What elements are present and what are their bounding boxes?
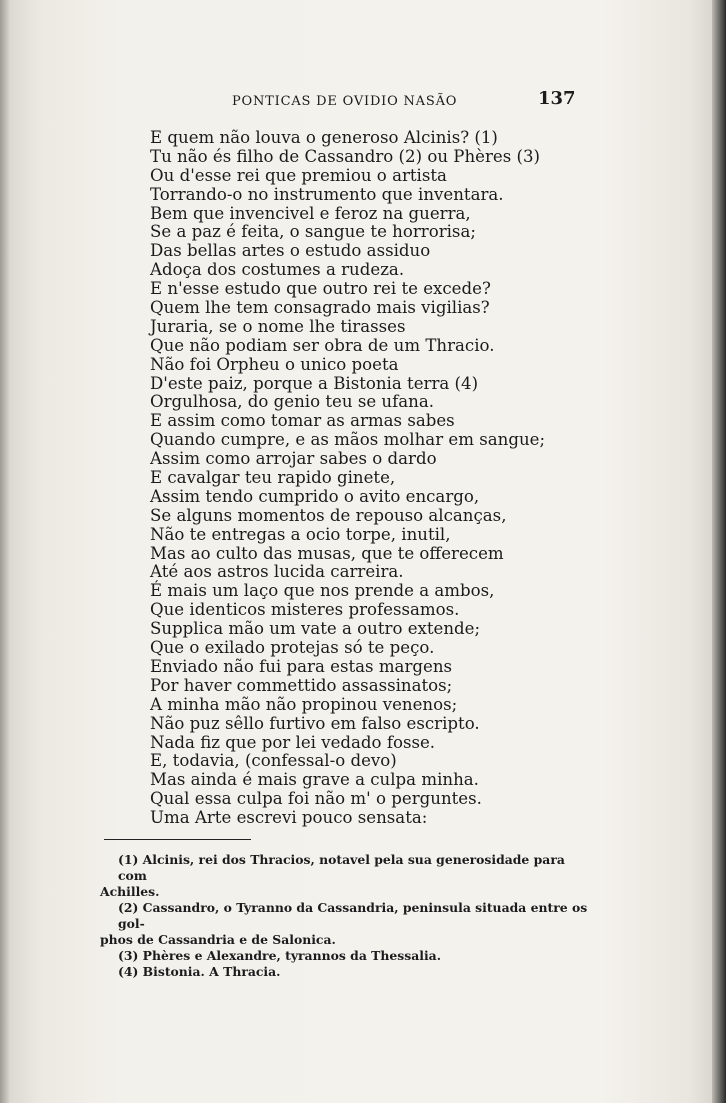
poem-line: Qual essa culpa foi não m' o perguntes.: [150, 789, 482, 809]
poem-line: Quando cumpre, e as mãos molhar em sangue;: [150, 430, 546, 450]
footnote: [100, 964, 590, 980]
poem-line: D'este paiz, porque a Bistonia terra (4): [150, 373, 479, 393]
poem-line: Mas ao culto das musas, que te offerecem: [150, 543, 504, 563]
poem-line: Não puz sêllo furtivo em falso escripto.: [150, 713, 480, 733]
poem-line: Tu não és filho de Cassandro (2) ou Phères (3): [150, 146, 541, 166]
poem-line: Nada fiz que por lei vedado fosse.: [150, 732, 436, 752]
poem-line: Se a paz é feita, o sangue te horrorisa;: [150, 222, 476, 242]
poem-line: Até aos astros lucida carreira.: [150, 562, 404, 582]
poem-line: Que o exilado protejas só te peço.: [150, 638, 435, 658]
poem-line: Enviado não fui para estas margens: [150, 656, 453, 676]
footnote-text: (1) Alcinis, rei dos Thracios, notavel pela sua generosidade para com: [118, 852, 565, 883]
poem-line: Das bellas artes o estudo assiduo: [150, 241, 431, 261]
poem-line: E quem não louva o generoso Alcinis? (1): [150, 128, 498, 147]
poem-line: Não foi Orpheu o unico poeta: [150, 354, 399, 374]
footnote-text: (4) Bistonia. A Thracia.: [118, 964, 281, 979]
poem-line: Não te entregas a ocio torpe, inutil,: [150, 524, 451, 544]
footnote-text: (2) Cassandro, o Tyranno da Cassandria, peninsula situada entre os gol-: [118, 900, 588, 931]
poem-line: Quem lhe tem consagrado mais vigilias?: [150, 298, 490, 318]
page-left-shadow: [0, 0, 10, 1103]
poem-line: Adoça dos costumes a rudeza.: [150, 260, 405, 280]
poem-line: Torrando-o no instrumento que inventara.: [150, 184, 504, 204]
poem-line: Supplica mão um vate a outro extende;: [150, 619, 481, 639]
poem-line: Uma Arte escrevi pouco sensata:: [150, 808, 428, 828]
poem-line: E cavalgar teu rapido ginete,: [150, 468, 396, 488]
footnote-continuation: phos de Cassandria e de Salonica.: [100, 932, 336, 947]
poem-line: Se alguns momentos de repouso alcanças,: [150, 505, 507, 525]
footnote: [100, 852, 590, 900]
poem-line: E n'esse estudo que outro rei te excede?: [150, 279, 491, 299]
footnote-text: (3) Phères e Alexandre, tyrannos da Thessalia.: [118, 948, 442, 963]
poem-line: A minha mão não propinou venenos;: [150, 694, 458, 714]
poem-line: Bem que invencivel e feroz na guerra,: [150, 203, 471, 223]
page-number: 137: [538, 88, 576, 109]
poem-line: Juraria, se o nome lhe tirasses: [150, 316, 406, 336]
running-title: PONTICAS DE OVIDIO NASÃO: [232, 94, 458, 109]
footnote: [100, 948, 590, 964]
footnote: [100, 900, 590, 948]
poem-line: Orgulhosa, do genio teu se ufana.: [150, 392, 435, 412]
poem-line: E assim como tomar as armas sabes: [150, 411, 455, 431]
poem-line: Ou d'esse rei que premiou o artista: [150, 165, 447, 185]
footnote-rule: [104, 839, 251, 840]
poem-line: Que identicos misteres professamos.: [150, 600, 460, 620]
poem-line: E, todavia, (confessal-o devo): [150, 751, 397, 771]
footnotes: [100, 852, 590, 980]
poem-line: Que não podiam ser obra de um Thracio.: [150, 335, 495, 355]
poem-line: Mas ainda é mais grave a culpa minha.: [150, 770, 479, 790]
poem-line: É mais um laço que nos prende a ambos,: [150, 581, 495, 601]
page-right-shadow: [712, 0, 726, 1103]
footnote-continuation: Achilles.: [100, 884, 160, 899]
poem-line: Assim como arrojar sabes o dardo: [150, 449, 437, 469]
poem-line: Por haver commettido assassinatos;: [150, 675, 453, 695]
poem-text: [150, 129, 570, 828]
poem-line: Assim tendo cumprido o avito encargo,: [150, 486, 480, 506]
